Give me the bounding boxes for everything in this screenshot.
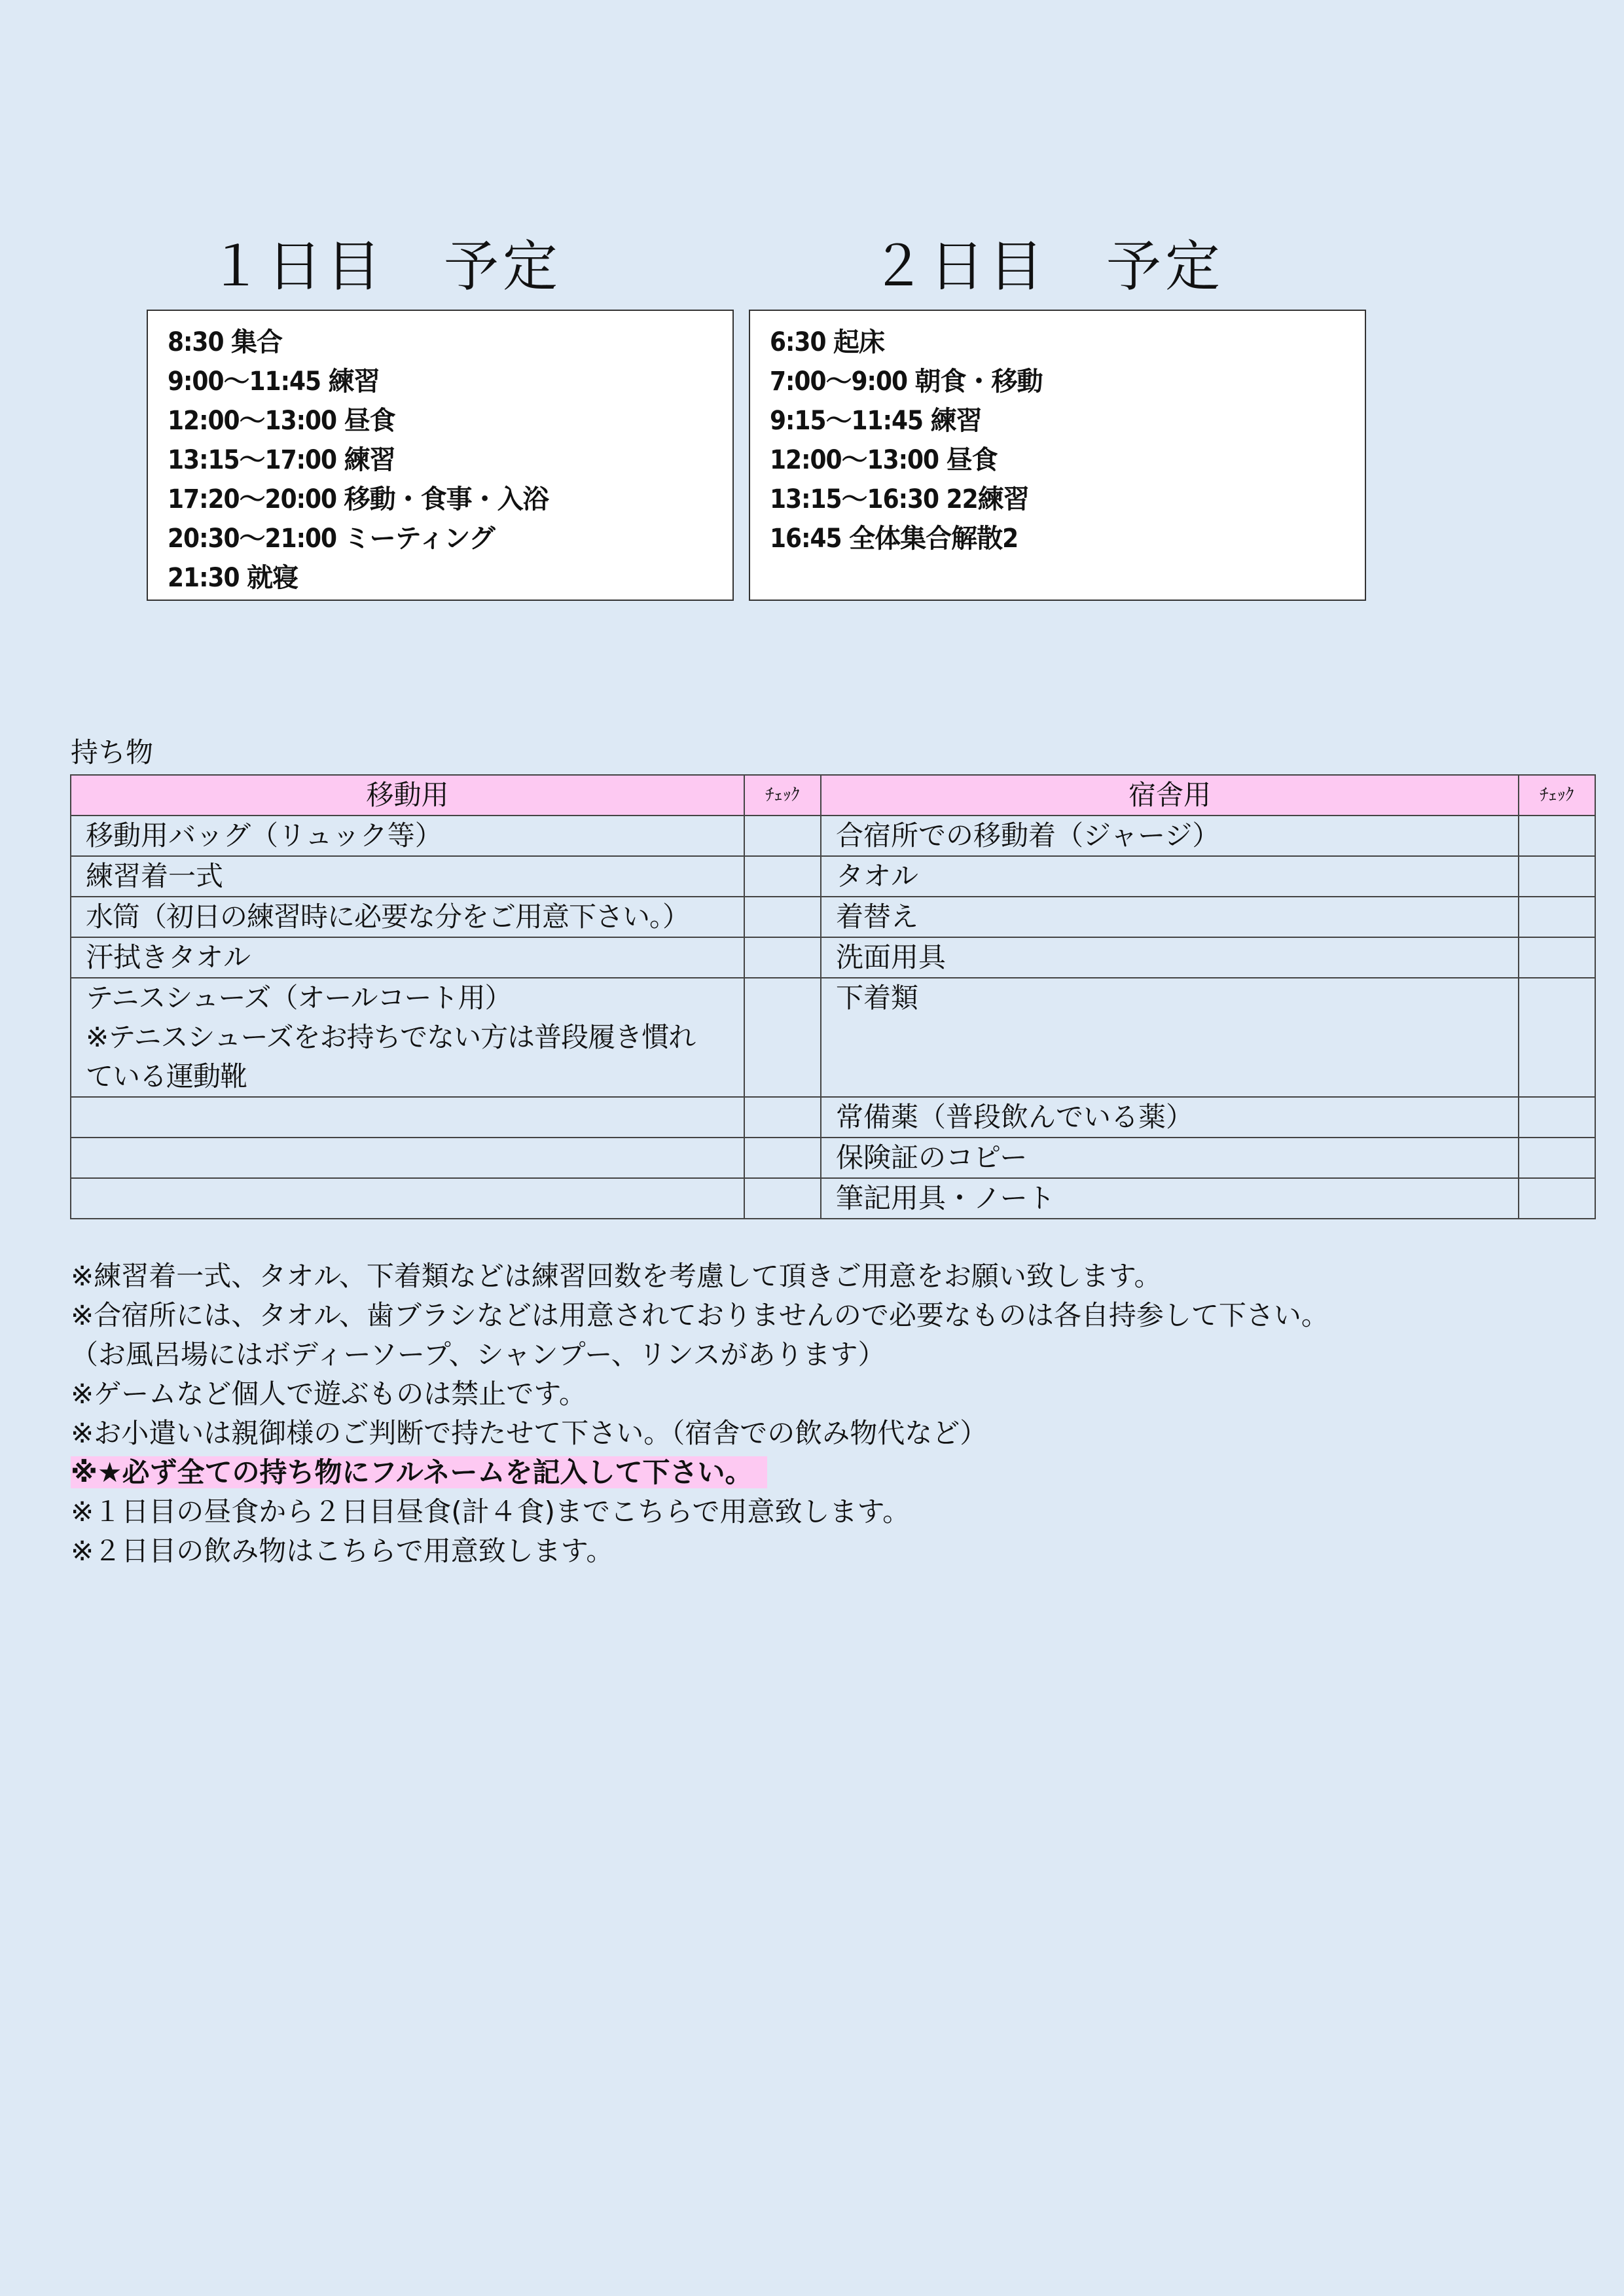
check-cell[interactable]: [744, 816, 821, 856]
travel-item: 移動用バッグ（リュック等）: [71, 816, 744, 856]
travel-item: 汗拭きタオル: [71, 937, 744, 978]
important-note: [71, 1453, 1576, 1492]
schedule-item: 16:45 全体集合解散2: [770, 524, 1019, 554]
check-cell[interactable]: [1519, 1138, 1595, 1178]
note-line: ※ゲームなど個人で遊ぶものは禁止です。: [71, 1378, 586, 1410]
schedule-item: 12:00～13:00 昼食: [168, 406, 395, 436]
travel-column-header: 移動用: [71, 775, 744, 816]
schedule-item: 8:30 集合: [168, 327, 283, 357]
check-cell[interactable]: [744, 856, 821, 897]
schedule-item: 9:15～11:45 練習: [770, 406, 982, 436]
note-line: ※お小遣いは親御様のご判断で持たせて下さい。（宿舎での飲み物代など）: [71, 1417, 988, 1449]
table-row: [71, 897, 1595, 937]
lodging-item: 筆記用具・ノート: [821, 1178, 1519, 1219]
day2-schedule-title: ２日目 予定: [871, 234, 1225, 298]
table-row: [71, 856, 1595, 897]
schedule-item: 12:00～13:00 昼食: [770, 445, 998, 475]
day1-schedule-title: １日目 予定: [208, 234, 562, 298]
check-cell[interactable]: [1519, 1097, 1595, 1138]
schedule-item: 20:30～21:00 ミーティング: [168, 524, 495, 554]
check-cell[interactable]: [1519, 978, 1595, 1097]
table-row: [71, 978, 1595, 1097]
table-row: [71, 937, 1595, 978]
lodging-item: 洗面用具: [821, 937, 1519, 978]
note-line: （お風呂場にはボディーソープ、シャンプー、リンスがあります）: [71, 1338, 886, 1371]
travel-item-note: ※テニスシューズをお持ちでない方は普段履き慣れ: [86, 1021, 696, 1053]
check-cell[interactable]: [1519, 856, 1595, 897]
schedule-item: 17:20～20:00 移動・食事・入浴: [168, 484, 549, 514]
table-header-row: [71, 775, 1595, 816]
travel-item: [71, 1097, 744, 1138]
check-cell[interactable]: [1519, 816, 1595, 856]
belongings-table: [70, 774, 1596, 1219]
day1-schedule-box: [147, 310, 734, 601]
schedule-item: 9:00～11:45 練習: [168, 367, 380, 397]
travel-item: 練習着一式: [71, 856, 744, 897]
travel-item-main: テニスシューズ（オールコート用）: [86, 982, 512, 1014]
check-cell[interactable]: [744, 937, 821, 978]
lodging-item: 合宿所での移動着（ジャージ）: [821, 816, 1519, 856]
table-row: [71, 1097, 1595, 1138]
check-cell[interactable]: [1519, 1178, 1595, 1219]
schedule-item: 13:15～17:00 練習: [168, 445, 395, 475]
travel-item: [71, 1178, 744, 1219]
check-cell[interactable]: [744, 978, 821, 1097]
check-cell[interactable]: [744, 1138, 821, 1178]
lodging-column-header: 宿舎用: [821, 775, 1519, 816]
important-note-text: ※★必ず全ての持ち物にフルネームを記入して下さい。: [71, 1456, 767, 1488]
check-cell[interactable]: [1519, 897, 1595, 937]
lodging-item: 保険証のコピー: [821, 1138, 1519, 1178]
note-line: ※合宿所には、タオル、歯ブラシなどは用意されておりませんので必要なものは各自持参して下さい。: [71, 1299, 1329, 1331]
belongings-label: 持ち物: [71, 736, 154, 768]
schedule-item: 13:15～16:30 22練習: [770, 484, 1029, 514]
check-column-header: ﾁｪｯｸ: [744, 775, 821, 816]
lodging-item: 下着類: [821, 978, 1519, 1097]
schedule-item: 7:00～9:00 朝食・移動: [770, 367, 1043, 397]
check-cell[interactable]: [744, 897, 821, 937]
lodging-item: 着替え: [821, 897, 1519, 937]
travel-item: [71, 1138, 744, 1178]
check-cell[interactable]: [744, 1178, 821, 1219]
check-cell[interactable]: [744, 1097, 821, 1138]
lodging-item: タオル: [821, 856, 1519, 897]
check-cell[interactable]: [1519, 937, 1595, 978]
travel-item: [71, 978, 744, 1097]
travel-item: 水筒（初日の練習時に必要な分をご用意下さい。）: [71, 897, 744, 937]
schedule-item: 21:30 就寝: [168, 563, 298, 593]
check-column-header: ﾁｪｯｸ: [1519, 775, 1595, 816]
table-row: [71, 1178, 1595, 1219]
lodging-item: 常備薬（普段飲んでいる薬）: [821, 1097, 1519, 1138]
notes-section: [71, 1257, 1576, 1571]
note-line: ※１日目の昼食から２日目昼食(計４食)までこちらで用意致します。: [71, 1496, 911, 1528]
note-line: ※２日目の飲み物はこちらで用意致します。: [71, 1535, 614, 1567]
schedule-item: 6:30 起床: [770, 327, 885, 357]
day2-schedule-box: [749, 310, 1366, 601]
note-line: ※練習着一式、タオル、下着類などは練習回数を考慮して頂きご用意をお願い致します。: [71, 1260, 1162, 1292]
travel-item-note: ている運動靴: [86, 1060, 247, 1092]
table-row: [71, 1138, 1595, 1178]
table-row: [71, 816, 1595, 856]
